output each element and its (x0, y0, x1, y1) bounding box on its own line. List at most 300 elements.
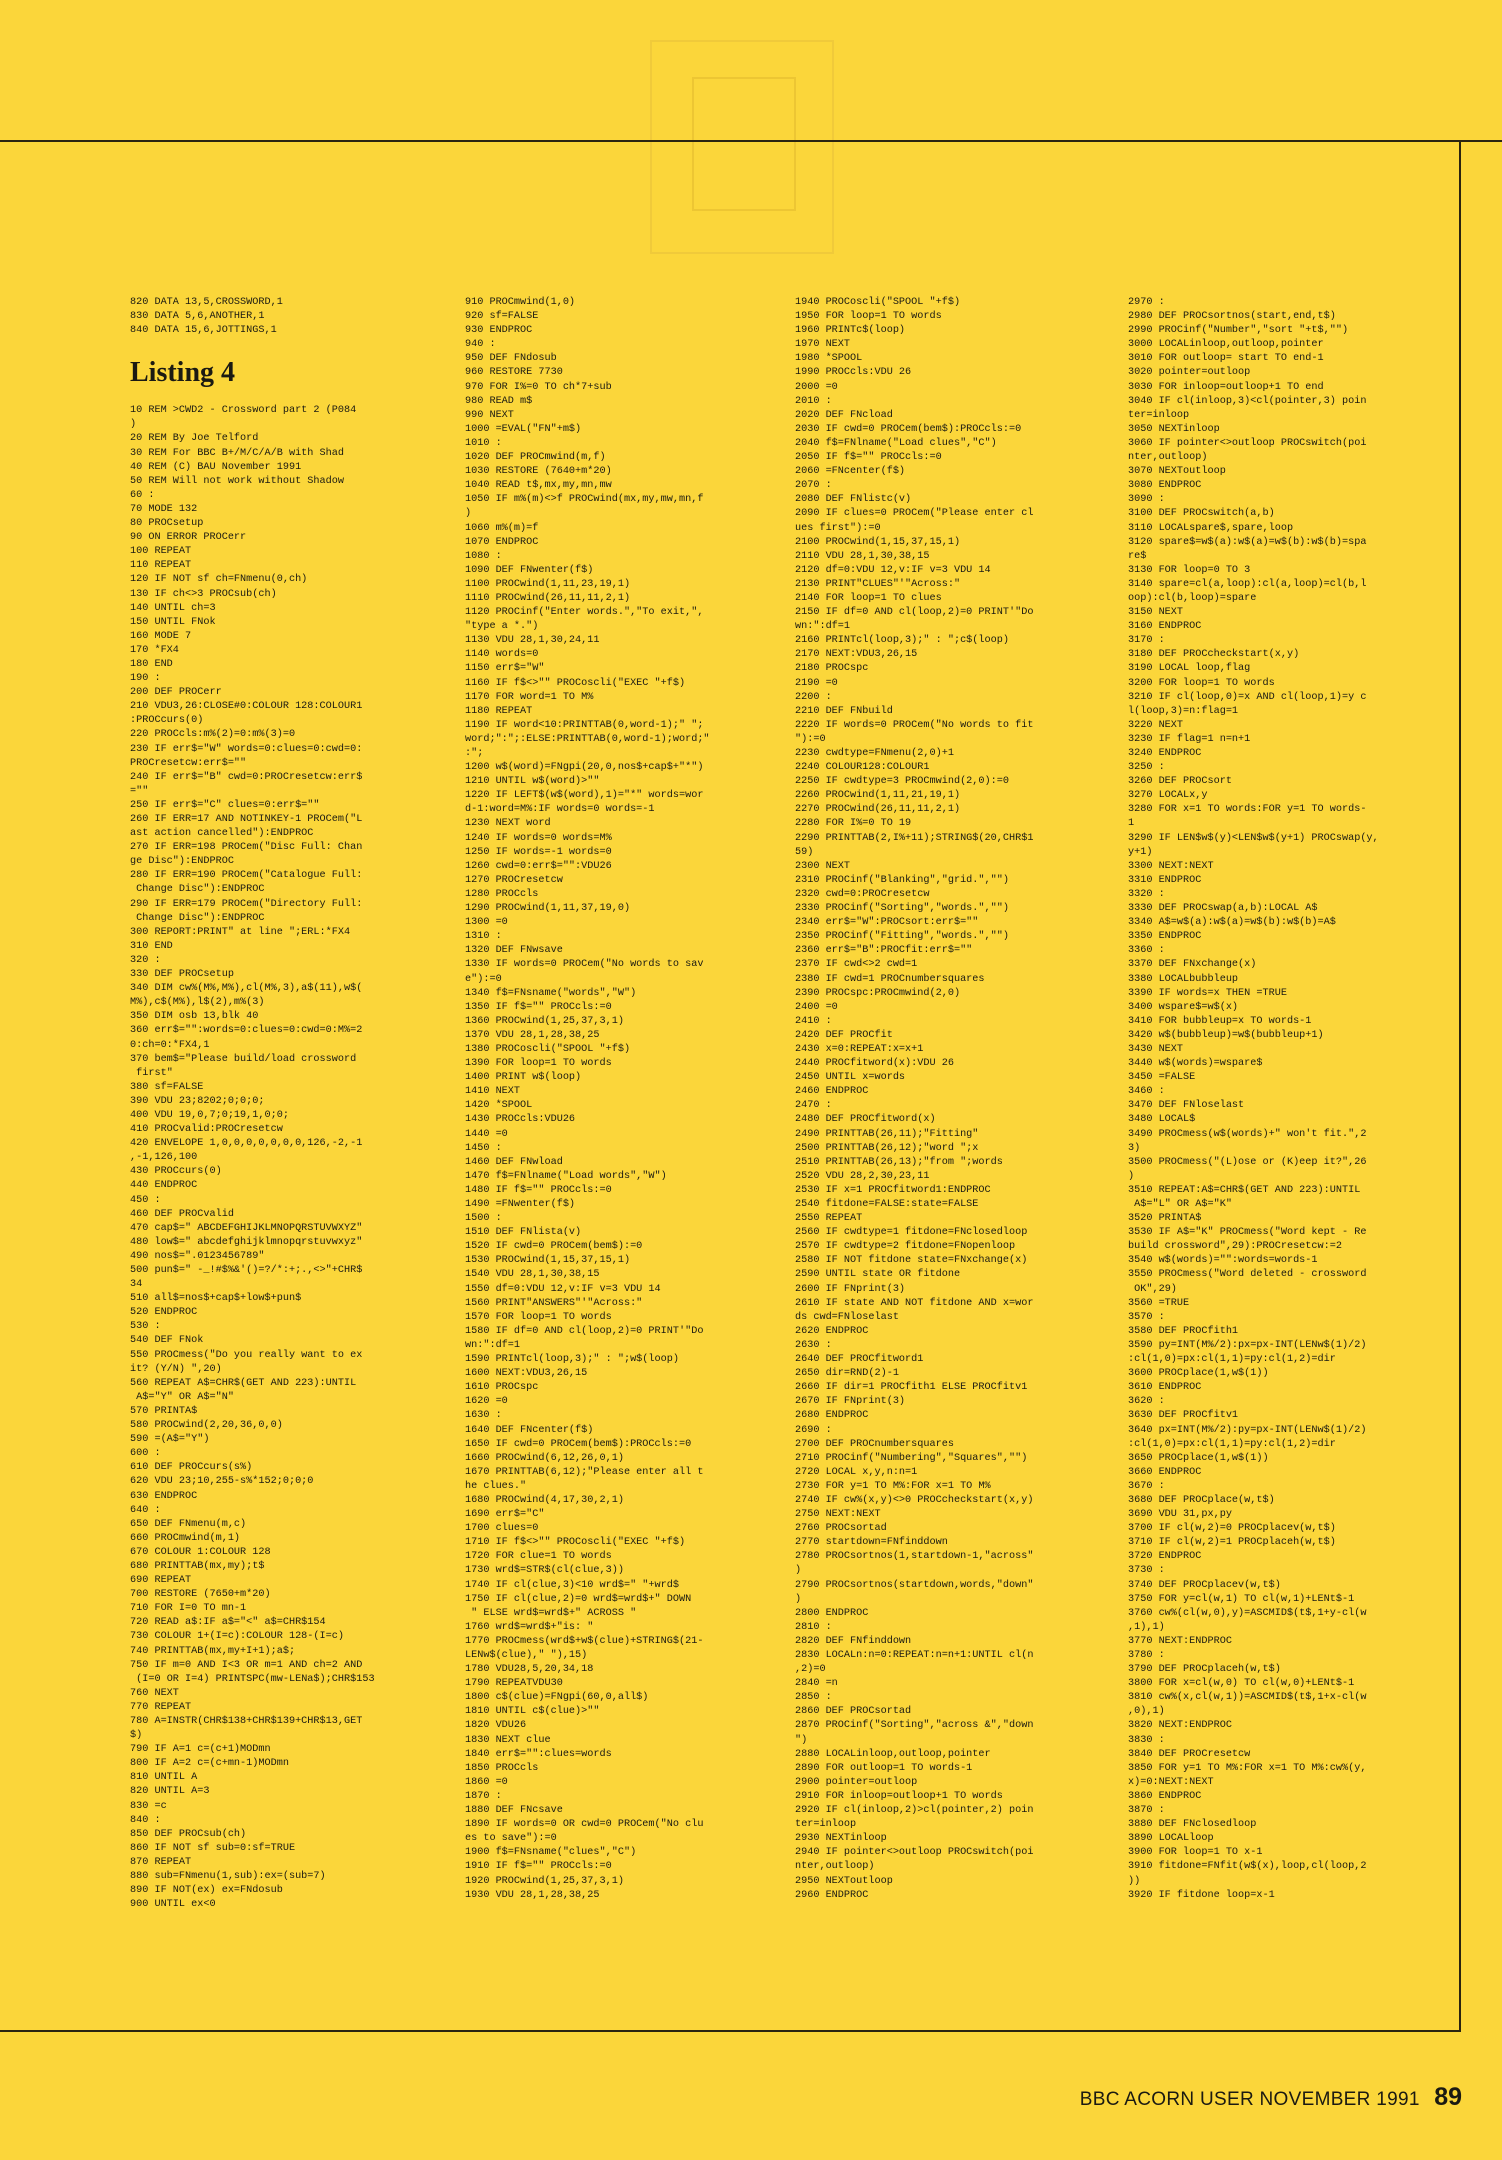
code-line: 1800 c$(clue)=FNgpi(60,0,all$) (465, 1692, 649, 1704)
code-line: 2250 IF cwdtype=3 PROCmwind(2,0):=0 (795, 776, 1009, 788)
code-line: ,0),1) (1128, 1706, 1165, 1718)
code-line: 1820 VDU26 (465, 1720, 527, 1732)
code-line: PROCresetcw:err$="" (130, 757, 247, 769)
code-line: 3070 NEXToutloop (1128, 466, 1226, 478)
code-line: 1070 ENDPROC (465, 536, 539, 548)
code-line: 790 IF A=1 c=(c+1)MODmn (130, 1744, 271, 1756)
code-line: 240 IF err$="B" cwd=0:PROCresetcw:err$ (130, 771, 363, 783)
code-line: Change Disc"):ENDPROC (130, 884, 265, 896)
code-line: 3290 IF LEN$w$(y)<LEN$w$(y+1) PROCswap(y, (1128, 832, 1379, 844)
code-line: 2970 : (1128, 297, 1165, 308)
code-line: ,2)=0 (795, 1664, 826, 1676)
code-line: 3270 LOCALx,y (1128, 790, 1208, 802)
code-column-3 (795, 296, 1120, 1903)
code-line: 3330 DEF PROCswap(a,b):LOCAL A$ (1128, 903, 1318, 915)
code-line: 640 : (130, 1504, 161, 1516)
code-line: :PROCcurs(0) (130, 715, 204, 727)
code-line: 3520 PRINTA$ (1128, 1213, 1202, 1225)
code-line: "):=0 (795, 733, 826, 745)
code-line: 1020 DEF PROCmwind(m,f) (465, 452, 606, 464)
code-line: 2190 =0 (795, 677, 838, 689)
code-line: 610 DEF PROCcurs(s%) (130, 1462, 253, 1474)
code-line: 70 MODE 132 (130, 503, 198, 515)
code-line: 3400 wspare$=w$(x) (1128, 1001, 1239, 1013)
code-line: ) (795, 1565, 802, 1577)
code-line: 1240 IF words=0 words=M% (465, 832, 612, 844)
code-line: LENw$(clue)," "),15) (465, 1650, 588, 1661)
code-line: 290 IF ERR=179 PROCem("Directory Full: (130, 898, 363, 910)
code-line: 1380 PROCoscli("SPOOL "+f$) (465, 1043, 631, 1055)
code-line: 2240 COLOUR128:COLOUR1 (795, 762, 930, 774)
code-line: 3280 FOR x=1 TO words:FOR y=1 TO words- (1128, 804, 1367, 816)
code-line: 3240 ENDPROC (1128, 748, 1202, 759)
code-line: 2870 PROCinf("Sorting","across &","down (795, 1720, 1034, 1732)
page-number: 89 (1434, 2083, 1462, 2111)
code-line: ="" (130, 785, 149, 797)
code-line: 1670 PRINTTAB(6,12);"Please enter all t (465, 1466, 704, 1478)
code-line: 3190 LOCAL loop,flag (1128, 663, 1251, 675)
code-line: 2310 PROCinf("Blanking","grid.","") (795, 874, 1009, 886)
code-line: 730 COLOUR 1+(I=c):COLOUR 128-(I=c) (130, 1631, 344, 1643)
code-line: 2410 : (795, 1015, 832, 1027)
code-line: 1090 DEF FNwenter(f$) (465, 564, 594, 576)
listing-heading: Listing 4 (130, 357, 236, 389)
code-line: 190 : (130, 673, 161, 685)
code-line: 1790 REPEATVDU30 (465, 1678, 563, 1690)
code-line: 2520 VDU 28,2,30,23,11 (795, 1170, 930, 1182)
code-line: 900 UNTIL ex<0 (130, 1899, 216, 1911)
code-line: 3800 FOR x=cl(w,0) TO cl(w,0)+LENt$-1 (1128, 1678, 1355, 1690)
code-line: 410 PROCvalid:PROCresetcw (130, 1124, 283, 1136)
code-line: 2810 : (795, 1621, 832, 1633)
code-line: 560 REPEAT A$=CHR$(GET AND 223):UNTIL (130, 1377, 357, 1389)
code-line: 2210 DEF FNbuild (795, 705, 893, 717)
code-line: OK",29) (1128, 1283, 1177, 1295)
code-line: 3610 ENDPROC (1128, 1382, 1202, 1394)
code-line: 630 ENDPROC (130, 1490, 198, 1502)
code-line: A$="Y" OR A$="N" (130, 1391, 234, 1403)
code-line: 1390 FOR loop=1 TO words (465, 1058, 612, 1070)
code-line: 2390 PROCspc:PROCmwind(2,0) (795, 987, 961, 999)
code-line: 1260 cwd=0:err$="":VDU26 (465, 860, 612, 872)
code-line: word;":";:ELSE:PRINTTAB(0,word-1);word;" (465, 733, 710, 745)
code-line: 1920 PROCwind(1,25,37,3,1) (465, 1875, 624, 1887)
code-line: 1270 PROCresetcw (465, 874, 563, 886)
code-line: 2140 FOR loop=1 TO clues (795, 592, 942, 604)
code-line: 1440 =0 (465, 1128, 508, 1140)
code-line: 330 DEF PROCsetup (130, 969, 234, 981)
code-line: :cl(1,0)=px:cl(1,1)=py:cl(1,2)=dir (1128, 1354, 1336, 1366)
code-line: 130 IF ch<>3 PROCsub(ch) (130, 588, 277, 600)
code-line: 320 : (130, 954, 161, 966)
code-line: 1460 DEF FNwload (465, 1156, 563, 1168)
code-line: 3660 ENDPROC (1128, 1466, 1202, 1478)
code-line: 820 DATA 13,5,CROSSWORD,1 (130, 297, 283, 308)
code-line: :"; (465, 748, 484, 759)
code-line: 540 DEF FNok (130, 1335, 204, 1347)
code-line: 260 IF ERR=17 AND NOTINKEY-1 PROCem("L (130, 814, 363, 825)
code-line: 2930 NEXTinloop (795, 1833, 887, 1845)
code-line: 720 READ a$:IF a$="<" a$=CHR$154 (130, 1617, 326, 1629)
code-line: 3490 PROCmess(w$(words)+" won't fit.",2 (1128, 1128, 1367, 1140)
code-line: 2640 DEF PROCfitword1 (795, 1354, 924, 1366)
code-line: 270 IF ERR=198 PROCem("Disc Full: Chan (130, 842, 363, 854)
code-line: 1630 : (465, 1410, 502, 1422)
code-line: 1200 w$(word)=FNgpi(20,0,nos$+cap$+"*") (465, 762, 704, 774)
code-line: 3170 : (1128, 635, 1165, 647)
code-line: 3720 ENDPROC (1128, 1551, 1202, 1563)
code-line: 2720 LOCAL x,y,n:n=1 (795, 1466, 918, 1478)
code-line: 1930 VDU 28,1,28,38,25 (465, 1889, 600, 1901)
code-line: 3050 NEXTinloop (1128, 423, 1220, 435)
code-line: 590 =(A$="Y") (130, 1434, 210, 1446)
code-line: ast action cancelled"):ENDPROC (130, 828, 314, 840)
code-line: ter=inloop (795, 1819, 857, 1831)
code-line: 920 sf=FALSE (465, 311, 539, 323)
code-line: 480 low$=" abcdefghijklmnopqrstuvwxyz" (130, 1236, 363, 1248)
code-line: 990 NEXT (465, 409, 514, 421)
code-line: ,-1,126,100 (130, 1152, 198, 1164)
code-line: 3620 : (1128, 1396, 1165, 1408)
code-line: 3080 ENDPROC (1128, 480, 1202, 492)
code-line: 1120 PROCinf("Enter words.","To exit,", (465, 607, 704, 619)
code-line: 1780 VDU28,5,20,34,18 (465, 1664, 594, 1676)
code-line: 1550 df=0:VDU 12,v:IF v=3 VDU 14 (465, 1283, 661, 1295)
code-line: 300 REPORT:PRINT" at line ";ERL:*FX4 (130, 926, 351, 938)
code-line: 1700 clues=0 (465, 1523, 539, 1535)
code-line: 2900 pointer=outloop (795, 1776, 918, 1788)
code-line: 800 IF A=2 c=(c+mn-1)MODmn (130, 1758, 289, 1770)
code-line: 3130 FOR loop=0 TO 3 (1128, 564, 1251, 576)
code-line: ds cwd=FNloselast (795, 1311, 899, 1323)
page-footer (1080, 2083, 1462, 2112)
code-line: 90 ON ERROR PROCerr (130, 532, 247, 544)
code-line: 2300 NEXT (795, 860, 851, 872)
code-line: 770 REPEAT (130, 1701, 192, 1713)
code-line: 1050 IF m%(m)<>f PROCwind(mx,my,mw,mn,f (465, 494, 704, 506)
code-line: (I=0 OR I=4) PRINTSPC(mw-LENa$);CHR$153 (130, 1673, 375, 1685)
code-line: 2440 PROCfitword(x):VDU 26 (795, 1058, 954, 1070)
code-line: 3770 NEXT:ENDPROC (1128, 1635, 1232, 1647)
code-line: 820 UNTIL A=3 (130, 1786, 210, 1798)
code-line: 470 cap$=" ABCDEFGHIJKLMNOPQRSTUVWXYZ" (130, 1222, 363, 1234)
code-line: 440 ENDPROC (130, 1180, 198, 1192)
code-line: 420 ENVELOPE 1,0,0,0,0,0,0,0,126,-2,-1 (130, 1138, 363, 1150)
code-line: 570 PRINTA$ (130, 1405, 198, 1417)
code-line: ) (465, 508, 472, 520)
code-line: ") (795, 1734, 808, 1746)
code-line: "type a *.") (465, 621, 539, 633)
code-line: 2620 ENDPROC (795, 1325, 869, 1337)
code-line: 1100 PROCwind(1,11,23,19,1) (465, 578, 631, 590)
code-line: 830 DATA 5,6,ANOTHER,1 (130, 311, 265, 323)
code-line: 2570 IF cwdtype=2 fitdone=FNopenloop (795, 1241, 1016, 1253)
code-line: 1310 : (465, 931, 502, 943)
code-line: 2420 DEF PROCfit (795, 1029, 893, 1041)
code-line: 830 =c (130, 1800, 167, 1812)
code-line: 2600 IF FNprint(3) (795, 1283, 906, 1295)
code-line: x)=0:NEXT:NEXT (1128, 1776, 1214, 1788)
code-line: 460 DEF PROCvalid (130, 1208, 234, 1220)
code-line: 3680 DEF PROCplace(w,t$) (1128, 1494, 1275, 1506)
code-line: 2150 IF df=0 AND cl(loop,2)=0 PRINT'"Do (795, 607, 1034, 619)
code-line: 1660 PROCwind(6,12,26,0,1) (465, 1452, 624, 1464)
code-line: 310 END (130, 940, 173, 952)
code-line: 2990 PROCinf("Number","sort "+t$,"") (1128, 325, 1349, 337)
code-line: 3340 A$=w$(a):w$(a)=w$(b):w$(b)=A$ (1128, 917, 1336, 929)
code-line: 1570 FOR loop=1 TO words (465, 1311, 612, 1323)
code-line: ter=inloop (1128, 409, 1190, 421)
code-line: 2320 cwd=0:PROCresetcw (795, 888, 930, 900)
code-line: 2010 : (795, 395, 832, 407)
code-line: 40 REM (C) BAU November 1991 (130, 461, 302, 473)
code-line: 2840 =n (795, 1678, 838, 1690)
code-line: 2170 NEXT:VDU3,26,15 (795, 649, 918, 661)
code-line: 3440 w$(words)=wspare$ (1128, 1058, 1263, 1070)
code-line: 1470 f$=FNlname("Load words","W") (465, 1170, 667, 1182)
code-line: $) (130, 1730, 143, 1742)
code-line: 3110 LOCALspare$,spare,loop (1128, 522, 1294, 534)
code-line: 2020 DEF FNcload (795, 409, 893, 421)
code-line: 1400 PRINT w$(loop) (465, 1072, 582, 1084)
show-through-image (650, 40, 834, 254)
code-line: 2650 dir=RND(2)-1 (795, 1368, 899, 1380)
code-line: 660 PROCmwind(m,1) (130, 1532, 241, 1544)
code-line: 1430 PROCcls:VDU26 (465, 1114, 576, 1126)
code-line: 50 REM Will not work without Shadow (130, 475, 344, 487)
code-line: 2980 DEF PROCsortnos(start,end,t$) (1128, 311, 1336, 323)
code-line: 2160 PRINTcl(loop,3);" : ";c$(loop) (795, 635, 1009, 647)
code-line: first" (130, 1067, 173, 1079)
code-line: 1600 NEXT:VDU3,26,15 (465, 1368, 588, 1380)
code-line: 3020 pointer=outloop (1128, 367, 1251, 379)
code-line: 59) (795, 846, 814, 858)
code-line: 760 NEXT (130, 1687, 179, 1699)
code-line: 3180 DEF PROCcheckstart(x,y) (1128, 649, 1300, 661)
code-line: 80 PROCsetup (130, 518, 204, 530)
code-line: 3210 IF cl(loop,0)=x AND cl(loop,1)=y c (1128, 691, 1367, 703)
code-line: 1980 *SPOOL (795, 353, 863, 365)
code-line: 510 all$=nos$+cap$+low$+pun$ (130, 1293, 302, 1305)
code-line: 2760 PROCsortad (795, 1523, 887, 1535)
code-line: 840 DATA 15,6,JOTTINGS,1 (130, 325, 277, 337)
code-line: 2790 PROCsortnos(startdown,words,"down" (795, 1579, 1034, 1591)
code-line: 3920 IF fitdone loop=x-1 (1128, 1889, 1275, 1901)
code-line: 3030 FOR inloop=outloop+1 TO end (1128, 381, 1324, 393)
bottom-rule (0, 2030, 1461, 2032)
code-line: 3430 NEXT (1128, 1043, 1184, 1055)
code-line: 1940 PROCoscli("SPOOL "+f$) (795, 297, 961, 308)
code-line: 2800 ENDPROC (795, 1607, 869, 1619)
code-line: 3570 : (1128, 1311, 1165, 1323)
code-line: 3250 : (1128, 762, 1165, 774)
code-line: 2180 PROCspc (795, 663, 869, 675)
code-line: 220 PROCcls:m%(2)=0:m%(3)=0 (130, 729, 296, 741)
code-line: 1370 VDU 28,1,28,38,25 (465, 1029, 600, 1041)
code-line: 1150 err$="W" (465, 663, 545, 675)
code-line: 2530 IF x=1 PROCfitword1:ENDPROC (795, 1184, 991, 1196)
code-line: 1560 PRINT"ANSWERS"'"Across:" (465, 1297, 643, 1309)
code-line: 2680 ENDPROC (795, 1410, 869, 1422)
code-line: 1870 : (465, 1790, 502, 1802)
code-line: 970 FOR I%=0 TO ch*7+sub (465, 381, 612, 393)
code-line: 3790 DEF PROCplaceh(w,t$) (1128, 1664, 1281, 1676)
code-line: 1160 IF f$<>"" PROCoscli("EXEC "+f$) (465, 677, 686, 689)
code-line: 210 VDU3,26:CLOSE#0:COLOUR 128:COLOUR1 (130, 701, 363, 713)
right-rule (1459, 140, 1461, 2030)
code-line: 2030 IF cwd=0 PROCem(bem$):PROCcls:=0 (795, 423, 1022, 435)
code-line: 2820 DEF FNfinddown (795, 1635, 912, 1647)
code-line: 1610 PROCspc (465, 1382, 539, 1394)
code-line: 2470 : (795, 1100, 832, 1112)
code-line: 2480 DEF PROCfitword(x) (795, 1114, 936, 1126)
code-line: 2230 cwdtype=FNmenu(2,0)+1 (795, 748, 954, 759)
code-line: 1810 UNTIL c$(clue)>"" (465, 1706, 600, 1718)
code-line: 1500 : (465, 1213, 502, 1225)
code-line: 3010 FOR outloop= start TO end-1 (1128, 353, 1324, 365)
code-line: 3640 px=INT(M%/2):py=px-INT(LENw$(1)/2) (1128, 1424, 1367, 1436)
code-line: 1080 : (465, 550, 502, 562)
code-line: oop):cl(b,loop)=spare (1128, 592, 1257, 604)
code-line: 2400 =0 (795, 1001, 838, 1013)
code-line: 1740 IF cl(clue,3)<10 wrd$=" "+wrd$ (465, 1579, 679, 1591)
code-line: 2120 df=0:VDU 12,v:IF v=3 VDU 14 (795, 564, 991, 576)
code-line: 1250 IF words=-1 words=0 (465, 846, 612, 858)
code-line: 350 DIM osb 13,blk 40 (130, 1011, 259, 1023)
code-line: 1510 DEF FNlista(v) (465, 1227, 582, 1239)
code-line: 780 A=INSTR(CHR$138+CHR$139+CHR$13,GET (130, 1716, 363, 1727)
code-line: 880 sub=FNmenu(1,sub):ex=(sub=7) (130, 1871, 326, 1883)
code-line: 1280 PROCcls (465, 888, 539, 900)
code-line: ) (130, 419, 137, 431)
code-line: 2260 PROCwind(1,11,21,19,1) (795, 790, 961, 802)
code-line: 3230 IF flag=1 n=n+1 (1128, 733, 1251, 745)
code-line: 580 PROCwind(2,20,36,0,0) (130, 1420, 283, 1432)
code-line: 1060 m%(m)=f (465, 522, 539, 534)
code-line: 230 IF err$="W" words=0:clues=0:cwd=0: (130, 743, 363, 755)
code-line: 2960 ENDPROC (795, 1889, 869, 1901)
code-line: " ELSE wrd$=wrd$+" ACROSS " (465, 1607, 637, 1619)
code-line: 1840 err$="":clues=words (465, 1748, 612, 1760)
code-column-4 (1128, 296, 1453, 1903)
code-line: 3820 NEXT:ENDPROC (1128, 1720, 1232, 1732)
code-line: 1300 =0 (465, 917, 508, 929)
code-line: 3470 DEF FNloselast (1128, 1100, 1245, 1112)
code-line: 3590 py=INT(M%/2):px=px-INT(LENw$(1)/2) (1128, 1339, 1367, 1351)
code-line: 170 *FX4 (130, 644, 179, 656)
code-line: 3450 =FALSE (1128, 1072, 1196, 1084)
code-line: 1290 PROCwind(1,11,37,19,0) (465, 903, 631, 915)
code-line: 1910 IF f$="" PROCcls:=0 (465, 1861, 612, 1873)
code-line: 2130 PRINT"CLUES"'"Across:" (795, 578, 961, 590)
code-line: 980 READ m$ (465, 395, 533, 407)
code-line: :cl(1,0)=px:cl(1,1)=py:cl(1,2)=dir (1128, 1438, 1336, 1450)
code-line: 2590 UNTIL state OR fitdone (795, 1269, 961, 1281)
code-line: 2950 NEXToutloop (795, 1875, 893, 1887)
code-line: 1110 PROCwind(26,11,11,2,1) (465, 592, 631, 604)
code-line: 740 PRINTTAB(mx,my+I+1);a$; (130, 1645, 296, 1657)
code-line: 3810 cw%(x,cl(w,1))=ASCMID$(t$,1+x-cl(w (1128, 1692, 1367, 1704)
code-line: 810 UNTIL A (130, 1772, 198, 1784)
code-line: 2580 IF NOT fitdone state=FNxchange(x) (795, 1255, 1028, 1267)
code-line: 940 : (465, 339, 496, 351)
code-line: 1680 PROCwind(4,17,30,2,1) (465, 1494, 624, 1506)
code-line: 2280 FOR I%=0 TO 19 (795, 818, 912, 830)
code-line: 2780 PROCsortnos(1,startdown-1,"across" (795, 1551, 1034, 1563)
code-line: 1480 IF f$="" PROCcls:=0 (465, 1184, 612, 1196)
code-line: 34 (130, 1279, 143, 1291)
code-line: 2730 FOR y=1 TO M%:FOR x=1 TO M% (795, 1480, 991, 1492)
code-line: 3370 DEF FNxchange(x) (1128, 959, 1257, 971)
code-line: 280 IF ERR=190 PROCem("Catalogue Full: (130, 870, 363, 882)
code-line: 2430 x=0:REPEAT:x=x+1 (795, 1043, 924, 1055)
code-line: 550 PROCmess("Do you really want to ex (130, 1349, 363, 1361)
code-line: 650 DEF FNmenu(m,c) (130, 1518, 247, 1530)
code-line: 3140 spare=cl(a,loop):cl(a,loop)=cl(b,l (1128, 578, 1367, 590)
code-line: 2220 IF words=0 PROCem("No words to fit (795, 719, 1034, 731)
code-line: 3900 FOR loop=1 TO x-1 (1128, 1847, 1263, 1859)
code-line: 2200 : (795, 691, 832, 703)
code-line: 3690 VDU 31,px,py (1128, 1509, 1232, 1521)
code-line: 2000 =0 (795, 381, 838, 393)
code-line: 3380 LOCALbubbleup (1128, 973, 1239, 985)
code-line: 200 DEF PROCerr (130, 687, 222, 699)
code-line: 1340 f$=FNsname("words","W") (465, 987, 637, 999)
code-line: 3060 IF pointer<>outloop PROCswitch(poi (1128, 437, 1367, 449)
code-line: 890 IF NOT(ex) ex=FNdosub (130, 1885, 283, 1897)
code-line: 1730 wrd$=STR$(cl(clue,3)) (465, 1565, 624, 1577)
code-line: 390 VDU 23;8202;0;0;0; (130, 1095, 265, 1107)
code-line: 2660 IF dir=1 PROCfith1 ELSE PROCfitv1 (795, 1382, 1028, 1394)
code-line: 2450 UNTIL x=words (795, 1072, 906, 1084)
code-line: 3040 IF cl(inloop,3)<cl(pointer,3) poin (1128, 395, 1367, 407)
code-line: 1970 NEXT (795, 339, 851, 351)
code-line: 2670 IF FNprint(3) (795, 1396, 906, 1408)
code-line: 1180 REPEAT (465, 705, 533, 717)
code-line: 2710 PROCinf("Numbering","Squares","") (795, 1452, 1028, 1464)
code-line: 1520 IF cwd=0 PROCem(bem$):=0 (465, 1241, 643, 1253)
code-line: 60 : (130, 489, 155, 501)
code-line: A$="L" OR A$="K" (1128, 1199, 1232, 1210)
code-line: 3670 : (1128, 1480, 1165, 1492)
code-line: 860 IF NOT sf sub=0:sf=TRUE (130, 1842, 296, 1854)
code-line: 1450 : (465, 1142, 502, 1154)
code-line: 1620 =0 (465, 1396, 508, 1408)
code-line: 600 : (130, 1448, 161, 1460)
code-line: 1530 PROCwind(1,15,37,15,1) (465, 1255, 631, 1267)
code-line: 3350 ENDPROC (1128, 931, 1202, 943)
code-line: 1360 PROCwind(1,25,37,3,1) (465, 1015, 624, 1027)
code-line: 520 ENDPROC (130, 1307, 198, 1319)
code-line: 120 IF NOT sf ch=FNmenu(0,ch) (130, 574, 308, 586)
code-line: 3390 IF words=x THEN =TRUE (1128, 987, 1287, 999)
code-line: 370 bem$="Please build/load crossword (130, 1053, 357, 1065)
code-line: 3100 DEF PROCswitch(a,b) (1128, 508, 1275, 520)
code-line: 3750 FOR y=cl(w,1) TO cl(w,1)+LENt$-1 (1128, 1593, 1355, 1605)
code-line: 3730 : (1128, 1565, 1165, 1577)
code-line: )) (1128, 1875, 1141, 1887)
code-line: 530 : (130, 1321, 161, 1333)
code-line: 3300 NEXT:NEXT (1128, 860, 1214, 872)
code-line: 2100 PROCwind(1,15,37,15,1) (795, 536, 961, 548)
code-line: 490 nos$=".0123456789" (130, 1250, 265, 1262)
publication-name: BBC ACORN USER NOVEMBER 1991 (1079, 2089, 1420, 2110)
code-column-1 (130, 296, 455, 1912)
code-line: 2880 LOCALinloop,outloop,pointer (795, 1748, 991, 1760)
code-line: 3840 DEF PROCresetcw (1128, 1748, 1251, 1760)
code-line: wn:":df=1 (465, 1339, 521, 1351)
code-line: 1350 IF f$="" PROCcls:=0 (465, 1001, 612, 1013)
